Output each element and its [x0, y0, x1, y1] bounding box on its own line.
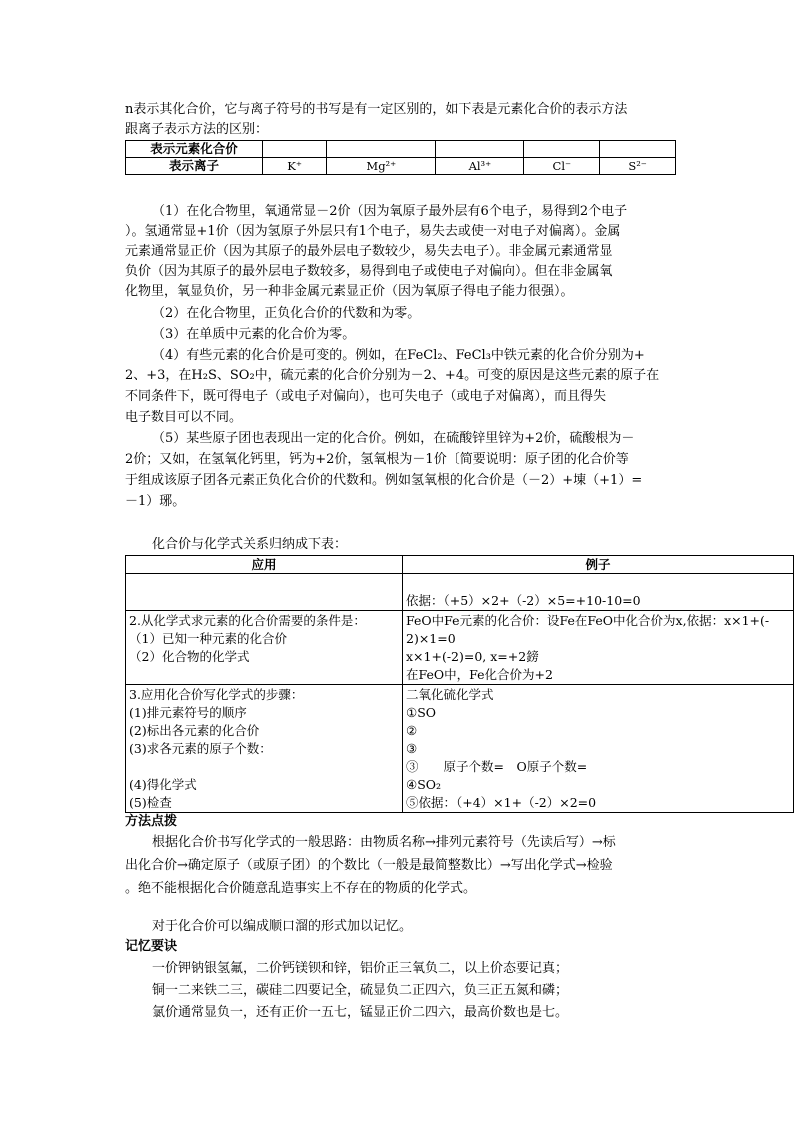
method-line: 。绝不能根据化合价随意乱造事实上不存在的物质的化学式。 [125, 881, 477, 896]
paragraph-line: 不同条件下，既可得电子（或电子对偏向），也可失电子（或电子对偏离），而且得失 [125, 389, 607, 404]
paragraph-line: 2价；又如，在氢氧化钙里，钙为+2价，氢氧根为－1价〔简要说明：原子团的化合价等 [125, 452, 629, 467]
ion-cell: K⁺ [263, 158, 327, 175]
paragraph-line: 负价（因为其原子的最外层电子数较多，易得到电子或使电子对偏向）。但在非金属氧 [125, 264, 613, 279]
method-heading: 方法点拨 [125, 814, 178, 829]
header-apply: 应用 [126, 556, 403, 574]
example-3-line: ③ [406, 741, 418, 756]
example-2-line: 2)×1=0 [406, 631, 456, 646]
example-3-line: ⑤依据：（+4）×1+（-2）×2=0 [406, 795, 597, 810]
example-3-line: 二氧化硫化学式 [406, 687, 494, 702]
row-label-valence: 表示元素化合价 [126, 141, 263, 158]
paragraph-line: （5）某些原子团也表现出一定的化合价。例如，在硫酸锌里锌为+2价，硫酸根为－ [152, 431, 635, 446]
row-label-ion: 表示离子 [126, 158, 263, 175]
memory-intro: 对于化合价可以编成顺口溜的形式加以记忆。 [152, 919, 413, 934]
memory-line: 铜一二来铁二三，碳硅二四要记全，硫显负二正四六，负三正五氮和磷； [152, 983, 569, 998]
paragraph-line: （3）在单质中元素的化合价为零。 [152, 327, 356, 342]
apply-3-line: (4)得化学式 [129, 777, 197, 792]
paragraph-line: （4）有些元素的化合价是可变的。例如，在FeCl₂、FeCl₃中铁元素的化合价分别为+ [152, 348, 645, 363]
apply-3-line [129, 758, 399, 776]
example-2-line: 在FeO中，Fe化合价为+2 [406, 667, 553, 682]
memory-line: 氯价通常显负一，还有正价一五七，锰显正价二四六，最高价数也是七。 [152, 1005, 569, 1020]
paragraph-line: （1）在化合物里，氧通常显－2价（因为氧原子最外层有6个电子，易得到2个电子 [152, 204, 628, 219]
example-cell-2 [403, 611, 794, 685]
method-line: 根据化合价书写化学式的一般思路：由物质名称→排列元素符号（先读后写）→标 [152, 835, 616, 850]
header-example: 例子 [403, 556, 794, 574]
paragraph-line: －1）琊。 [125, 494, 186, 509]
paragraph-line: 2、+3，在H₂S、SO₂中，硫元素的化合价分别为－2、+4。可变的原因是这些元素的原子在 [125, 368, 660, 383]
valence-ion-table [125, 140, 676, 175]
example-3-line: ② [406, 723, 418, 738]
apply-3-line: (1)排元素符号的顺序 [129, 705, 247, 720]
apply-2-line: （1）已知一种元素的化合价 [129, 631, 287, 646]
ion-cell: S²⁻ [600, 158, 676, 175]
paragraph-line: （2）在化合物里，正负化合价的代数和为零。 [152, 306, 421, 321]
example-3-line: ④SO₂ [406, 777, 442, 792]
apply-3-line: 3.应用化合价写化学式的步骤： [129, 687, 304, 702]
apply-cell-2 [126, 611, 403, 685]
memory-heading: 记忆要诀 [125, 939, 178, 954]
apply-cell-1 [126, 574, 403, 611]
ion-cell: Mg²⁺ [327, 158, 436, 175]
valence-cell [600, 141, 676, 158]
valence-cell [263, 141, 327, 158]
valence-formula-table [125, 555, 794, 813]
valence-cell [524, 141, 600, 158]
example-3-line: ③ 原子个数= O原子个数= [406, 759, 588, 774]
example-cell-3 [403, 685, 794, 813]
paragraph-line: 电子数目可以不同。 [125, 410, 243, 425]
apply-3-line: (2)标出各元素的化合价 [129, 723, 260, 738]
example-cell-1 [403, 574, 794, 611]
example-3-line: ①SO [406, 705, 437, 720]
valence-cell [327, 141, 436, 158]
intro-line-2: 跟离子表示方法的区别： [125, 122, 269, 137]
apply-3-line: (3)求各元素的原子个数： [129, 741, 272, 756]
paragraph-line: 于组成该原子团各元素正负化合价的代数和。例如氢氧根的化合价是（－2）+埬（+1）= [125, 473, 643, 488]
apply-3-line: (5)检查 [129, 795, 172, 810]
paragraph-line: ）。氢通常显+1价（因为氢原子外层只有1个电子，易失去或使一对电子对偏离）。金属 [125, 224, 621, 239]
example-2-line: x×1+(-2)=0, x=+2鎊 [406, 649, 539, 664]
intro-line-1: n表示其化合价，它与离子符号的书写是有一定区别的，如下表是元素化合价的表示方法 [125, 102, 628, 117]
table2-title: 化合价与化学式关系归纳成下表： [152, 537, 348, 552]
example-1-line: 依据：（+5）×2+（-2）×5=+10-10=0 [406, 593, 641, 608]
apply-cell-3 [126, 685, 403, 813]
apply-2-line: 2.从化学式求元素的化合价需要的条件是： [129, 613, 366, 628]
valence-cell [436, 141, 524, 158]
memory-line: 一价钾钠银氢氟，二价钙镁钡和锌，铝价正三氧负二，以上价态要记真； [152, 961, 569, 976]
ion-cell: Al³⁺ [436, 158, 524, 175]
example-2-line: FeO中Fe元素的化合价：设Fe在FeO中化合价为x,依据：x×1+(- [406, 613, 770, 628]
method-line: 出化合价→确定原子（或原子团）的个数比（一般是最简整数比）→写出化学式→检验 [125, 858, 613, 873]
ion-cell: Cl⁻ [524, 158, 600, 175]
paragraph-line: 元素通常显正价（因为其原子的最外层电子数较少，易失去电子）。非金属元素通常显 [125, 244, 613, 259]
paragraph-line: 化物里，氧显负价，另一种非金属元素显正价（因为氧原子得电子能力很强）。 [125, 284, 574, 299]
apply-2-line: （2）化合物的化学式 [129, 649, 250, 664]
